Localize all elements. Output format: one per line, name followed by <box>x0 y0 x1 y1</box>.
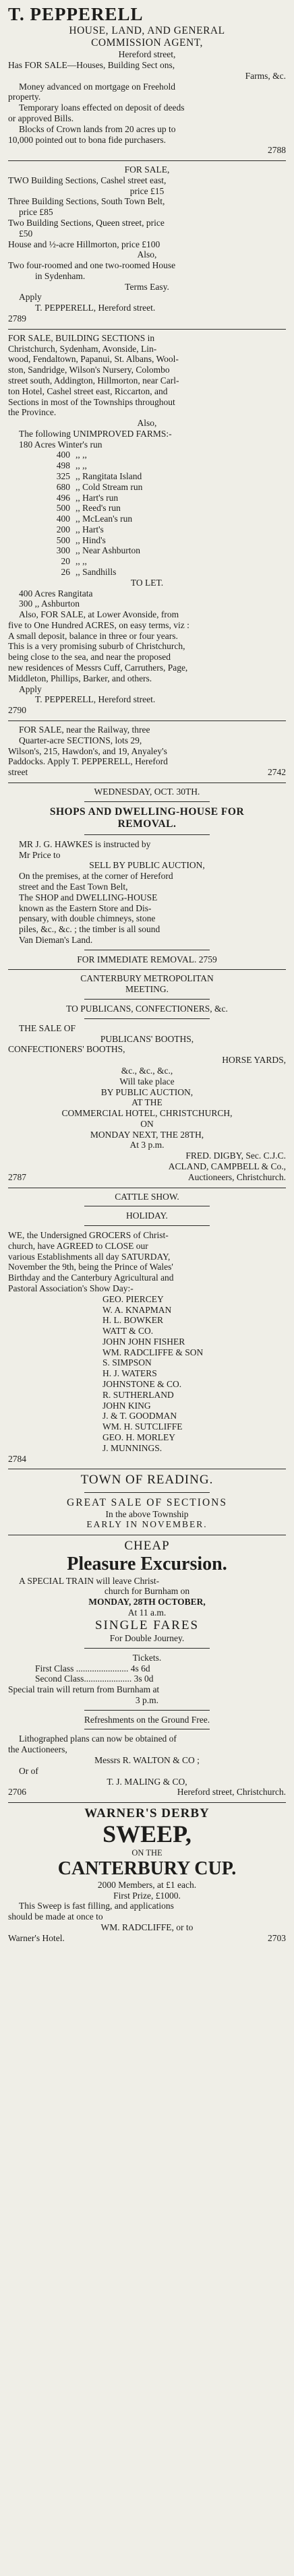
grocer-name: J. MUNNINGS. <box>102 1442 163 1453</box>
fare-row: First Class ....................... 4s 6d <box>35 1663 150 1674</box>
advert-line: Birthday and the Canterbury Agricultural and <box>8 1272 174 1283</box>
advert-line-row <box>8 1787 286 1798</box>
divider <box>84 801 209 802</box>
farm-location: ,, ,, <box>76 450 87 460</box>
advert-number: 2787 <box>8 1171 26 1182</box>
advert-shops-removal <box>8 787 286 965</box>
advert-line: WM. RADCLIFFE, or to <box>100 1922 194 1932</box>
advert-number: 2706 <box>8 1787 26 1798</box>
advert-line: Special train will return from Burnham at <box>8 1684 160 1695</box>
advert-heading: REMOVAL. <box>117 818 177 830</box>
advert-line: the Province. <box>8 407 57 418</box>
advert-grocers-holiday <box>8 1192 286 1465</box>
advert-line: pensary, with double chimneys, stone <box>19 913 156 924</box>
advert-line: At 3 p.m. <box>129 1140 165 1151</box>
advert-line: Middleton, Phillips, Barker, and others. <box>8 673 152 683</box>
farm-location: ,, Reed's run <box>76 503 121 514</box>
advert-line: MONDAY NEXT, THE 28TH, <box>90 1129 204 1140</box>
divider <box>8 720 286 721</box>
advert-line: COMMERCIAL HOTEL, CHRISTCHURCH, <box>61 1108 233 1119</box>
advert-town-of-reading <box>8 1473 286 1530</box>
advert-line: &c., &c., &c., <box>121 1065 173 1076</box>
farm-list <box>8 450 286 577</box>
advert-line: Terms Easy. <box>125 281 169 292</box>
farm-row <box>8 471 286 482</box>
advert-line: TO LET. <box>130 577 164 588</box>
advert-line: in Sydenham. <box>35 270 86 281</box>
divider <box>8 1802 286 1803</box>
grocer-name: WM. RADCLIFFE & SON <box>102 1347 204 1357</box>
farm-location: ,, Hart's run <box>76 492 119 503</box>
advert-line: Wilson's, 215, Hawdon's, and 19, Anyaley's <box>8 745 167 756</box>
advert-line: 400 Acres Rangitata <box>19 588 93 599</box>
farm-acres: 20 <box>61 556 70 567</box>
farm-row <box>8 535 286 546</box>
advert-line: A SPECIAL TRAIN will leave Christ- <box>19 1575 160 1586</box>
farm-row <box>8 450 286 460</box>
advert-line: Or of <box>19 1765 38 1776</box>
advert-line: price £15 <box>129 185 165 196</box>
advert-line: new residences of Messrs Cuff, Carruthers, Page, <box>8 663 188 673</box>
advert-line: church for Burnham on <box>104 1586 190 1597</box>
advert-line: street and the East Town Belt, <box>19 882 128 892</box>
advert-line: WE, the Undersigned GROCERS of Christ- <box>8 1230 169 1241</box>
farm-row <box>8 460 286 471</box>
advert-address: Hereford street, <box>118 49 176 60</box>
advert-line: Sections in most of the Townships throughout <box>8 396 175 407</box>
advert-line: being close to the sea, and near the proposed <box>8 652 171 663</box>
advert-subtitle-2: COMMISSION AGENT, <box>91 37 203 49</box>
advert-line: known as the Eastern Store and Dis- <box>19 902 152 913</box>
advert-line: Farms, &c. <box>245 70 286 81</box>
advert-line: House and ½-acre Hillmorton, price £100 <box>8 239 160 249</box>
advert-line: Christchurch, Sydenham, Avonside, Lin- <box>8 343 157 354</box>
advert-line: or approved Bills. <box>8 113 74 123</box>
advert-line: Pastoral Association's Show Day:- <box>8 1283 134 1294</box>
advert-line: Quarter-acre SECTIONS, lots 29, <box>19 735 142 745</box>
advert-heading: ON THE <box>131 1847 163 1858</box>
farm-acres: 400 <box>56 450 70 460</box>
advert-line: price £85 <box>19 207 53 218</box>
advert-line: property. <box>8 92 41 102</box>
advert-line: FOR SALE, BUILDING SECTIONS in <box>8 332 155 343</box>
farm-location: ,, Near Ashburton <box>76 545 140 556</box>
advert-line: On the premises, at the corner of Hereford <box>19 871 173 882</box>
advert-line: ton Hotel, Cashel street east, Riccarton, and <box>8 386 168 396</box>
advert-number: 2788 <box>268 145 286 156</box>
advert-line: This is a very promising suburb of Christchurch, <box>8 641 185 652</box>
advert-line: Auctioneers, Christchurch. <box>187 1171 286 1182</box>
farm-location: ,, Rangitata Island <box>76 470 142 481</box>
advert-line: HORSE YARDS, <box>222 1055 286 1066</box>
farm-row <box>8 567 286 578</box>
farm-row <box>8 524 286 535</box>
advert-line: First Prize, £1000. <box>113 1890 181 1901</box>
advert-number: 2784 <box>8 1453 26 1464</box>
farm-location: ,, ,, <box>76 460 87 471</box>
advert-heading: CHEAP <box>124 1539 170 1554</box>
divider <box>84 1018 209 1019</box>
advert-line: A small deposit, balance in three or four years. <box>8 630 178 641</box>
farm-location: ,, ,, <box>76 556 87 567</box>
advert-heading: SWEEP, <box>102 1820 192 1848</box>
advert-line: Messrs R. WALTON & CO ; <box>94 1754 200 1765</box>
advert-sections-farms <box>8 333 286 716</box>
advert-heading: CATTLE SHOW. <box>115 1191 179 1202</box>
divider <box>84 1225 209 1226</box>
advert-number: 2703 <box>268 1932 286 1943</box>
advert-line: BY PUBLIC AUCTION, <box>100 1086 194 1097</box>
advert-line: T. J. MALING & CO, <box>107 1776 187 1787</box>
advert-line: Paddocks. Apply T. PEPPERELL, Hereford <box>8 756 168 767</box>
divider <box>8 160 286 161</box>
farm-acres: 496 <box>56 492 70 503</box>
advert-line: SELL BY PUBLIC AUCTION, <box>89 860 205 871</box>
advert-heading: MEETING. <box>125 984 169 995</box>
grocer-name: W. A. KNAPMAN <box>102 1304 172 1315</box>
advert-line: Warner's Hotel. <box>8 1932 65 1943</box>
grocer-name: S. SIMPSON <box>102 1357 152 1368</box>
advert-line: 180 Acres Winter's run <box>19 439 102 450</box>
advert-line: T. PEPPERELL, Hereford street. <box>35 303 156 313</box>
farm-acres: 300 <box>56 545 70 556</box>
advert-line: church, have AGREED to CLOSE our <box>8 1240 148 1251</box>
grocer-name: WM. H. SUTCLIFFE <box>102 1421 183 1432</box>
advert-line: Also, FOR SALE, at Lower Avonside, from <box>19 609 179 620</box>
farm-acres: 26 <box>61 567 70 578</box>
advert-heading: TO PUBLICANS, CONFECTIONERS, &c. <box>66 1004 228 1014</box>
advert-line: Temporary loans effected on deposit of deeds <box>19 102 185 113</box>
advert-line: Also, <box>137 418 157 429</box>
advert-line: THE SALE OF <box>19 1022 76 1033</box>
advert-line-row <box>8 1933 286 1944</box>
advert-line: MR J. G. HAWKES is instructed by <box>19 838 151 849</box>
advert-line: GREAT SALE OF SECTIONS <box>67 1496 227 1508</box>
grocer-name: JOHN KING <box>102 1400 151 1411</box>
advert-line: FRED. DIGBY, Sec. C.J.C. <box>185 1151 286 1161</box>
advert-number: 2789 <box>8 313 26 324</box>
advert-line: Two Building Sections, Queen street, price <box>8 218 165 228</box>
advert-line: Hereford street, Christchurch. <box>177 1787 286 1798</box>
advert-heading: HOLIDAY. <box>126 1210 168 1221</box>
advert-line: £50 <box>19 228 33 239</box>
advert-line: Will take place <box>119 1076 175 1086</box>
farm-row <box>8 482 286 493</box>
advert-title: T. PEPPERELL <box>8 4 144 24</box>
advert-line: Also, <box>137 249 157 260</box>
divider <box>84 834 209 835</box>
advert-building-sections <box>8 164 286 324</box>
farm-acres: 500 <box>56 503 70 514</box>
advert-line: 3 p.m. <box>135 1694 159 1705</box>
advert-pleasure-excursion <box>8 1539 286 1798</box>
advert-line: At 11 a.m. <box>127 1607 167 1618</box>
farm-location: ,, McLean's run <box>76 514 133 524</box>
grocer-name: J. & T. GOODMAN <box>102 1411 177 1421</box>
advert-line-row <box>8 1172 286 1183</box>
farm-acres: 500 <box>56 534 70 545</box>
grocer-name: GEO. H. MORLEY <box>102 1432 175 1442</box>
advert-derby-sweep <box>8 1806 286 1943</box>
advert-line: Lithographed plans can now be obtained of <box>19 1734 177 1744</box>
advert-line: In the above Township <box>105 1508 189 1519</box>
advert-line: November the 9th, being the Prince of Wales' <box>8 1262 173 1272</box>
advert-heading: FOR SALE, <box>124 164 170 175</box>
divider <box>84 999 209 1000</box>
advert-number: 2742 <box>268 767 286 778</box>
advert-line: wood, Fendaltown, Papanui, St. Albans, Wool- <box>8 354 179 365</box>
advert-line-text: TWO Building Sections, Cashel street east, <box>8 175 167 185</box>
farm-location: ,, Cold Stream run <box>76 481 143 492</box>
advert-date: WEDNESDAY, OCT. 30TH. <box>94 786 200 797</box>
farm-acres: 498 <box>56 460 70 471</box>
grocer-name: H. L. BOWKER <box>102 1315 163 1326</box>
advert-number: 2790 <box>8 705 26 716</box>
farm-acres: 325 <box>56 470 70 481</box>
advert-line: FOR SALE, near the Railway, three <box>19 724 150 735</box>
advert-line: ACLAND, CAMPBELL & Co., <box>168 1161 286 1171</box>
farm-row <box>8 514 286 524</box>
advert-line: Money advanced on mortgage on Freehold <box>19 81 176 92</box>
advert-line: MONDAY, 28TH OCTOBER, <box>88 1597 206 1607</box>
advert-line: AT THE <box>131 1097 163 1108</box>
grocer-name: JOHNSTONE & CO. <box>102 1379 182 1390</box>
advert-line: 300 ,, Ashburton <box>19 599 80 609</box>
divider <box>8 969 286 970</box>
advert-line: the Auctioneers, <box>8 1744 67 1755</box>
divider <box>84 1492 209 1493</box>
advert-line: PUBLICANS' BOOTHS, <box>100 1033 194 1044</box>
advert-railway-sections <box>8 725 286 778</box>
advert-line: Two four-roomed and one two-roomed House <box>8 260 176 271</box>
advert-line: Blocks of Crown lands from 20 acres up to <box>19 123 176 134</box>
divider <box>8 329 286 330</box>
grocer-name: R. SUTHERLAND <box>102 1389 174 1400</box>
advert-line: CONFECTIONERS' BOOTHS, <box>8 1044 125 1055</box>
advert-line: Mr Price to <box>19 849 61 860</box>
advert-line: ston, Sandridge, Wilson's Nursery, Colombo <box>8 365 170 375</box>
advert-line: various Establishments all day SATURDAY, <box>8 1251 171 1262</box>
divider <box>84 1648 209 1649</box>
advert-line: should be made at once to <box>8 1911 103 1922</box>
advert-heading: SHOPS AND DWELLING-HOUSE FOR <box>49 805 245 818</box>
advert-line: Refreshments on the Ground Free. <box>84 1714 210 1725</box>
advert-publicans-booths <box>8 973 286 1182</box>
advert-heading: Pleasure Excursion. <box>67 1554 227 1575</box>
farm-location: ,, Hart's <box>76 524 104 534</box>
advert-line: EARLY IN NOVEMBER. <box>86 1519 208 1530</box>
farm-row <box>8 503 286 514</box>
farm-location: ,, Sandhills <box>76 567 117 578</box>
farm-acres: 680 <box>56 481 70 492</box>
advert-line: 2000 Members, at £1 each. <box>97 1879 197 1890</box>
advert-pepperell-agent <box>8 4 286 156</box>
advert-line: Van Dieman's Land. <box>19 934 93 945</box>
advert-line: 10,000 pointed out to bona fide purchasers. <box>8 134 166 145</box>
advert-line: SINGLE FARES <box>94 1618 200 1632</box>
grocer-name: GEO. PIERCEY <box>102 1293 164 1304</box>
advert-line-row <box>8 767 286 778</box>
advert-line: Tickets. <box>132 1652 162 1663</box>
grocer-name: WATT & CO. <box>102 1326 154 1337</box>
farm-location: ,, Hind's <box>76 534 106 545</box>
advert-line: For Double Journey. <box>109 1632 185 1643</box>
farm-acres: 200 <box>56 524 70 534</box>
advert-heading: WARNER'S DERBY <box>84 1806 210 1821</box>
farm-row <box>8 545 286 556</box>
advert-footer: FOR IMMEDIATE REMOVAL. 2759 <box>77 954 217 964</box>
advert-line <box>8 175 286 186</box>
advert-line: The following UNIMPROVED FARMS:- <box>19 428 172 439</box>
advert-line: Has FOR SALE—Houses, Building Sect ons, <box>8 60 175 71</box>
advert-line: Apply <box>19 292 42 303</box>
grocer-name: H. J. WATERS <box>102 1368 157 1379</box>
farm-acres: 400 <box>56 514 70 524</box>
advert-line: This Sweep is fast filling, and applications <box>19 1901 174 1911</box>
advert-line: Three Building Sections, South Town Belt, <box>8 196 165 207</box>
farm-row <box>8 556 286 567</box>
advert-heading: CANTERBURY CUP. <box>57 1858 237 1879</box>
advert-line: piles, &c., &c. ; the timber is all sound <box>19 924 160 935</box>
divider <box>84 1710 209 1711</box>
advert-line: street south, Addington, Hillmorton, near Carl- <box>8 375 179 386</box>
grocer-list <box>8 1294 286 1454</box>
farm-row <box>8 493 286 503</box>
advert-line: street <box>8 767 28 778</box>
fare-row: Second Class..................... 3s 0d <box>35 1674 154 1684</box>
advert-line: T. PEPPERELL, Hereford street. <box>35 694 156 705</box>
advert-heading: TOWN OF READING. <box>80 1473 214 1488</box>
advert-subtitle: HOUSE, LAND, AND GENERAL <box>69 25 225 37</box>
advert-line: The SHOP and DWELLING-HOUSE <box>19 892 158 902</box>
grocer-name: JOHN JOHN FISHER <box>102 1336 185 1347</box>
advert-line: Apply <box>19 683 42 694</box>
advert-line: ON <box>140 1118 154 1129</box>
advert-heading: CANTERBURY METROPOLITAN <box>80 973 214 984</box>
advert-line: five to One Hundred ACRES, on easy terms, viz : <box>8 619 189 630</box>
